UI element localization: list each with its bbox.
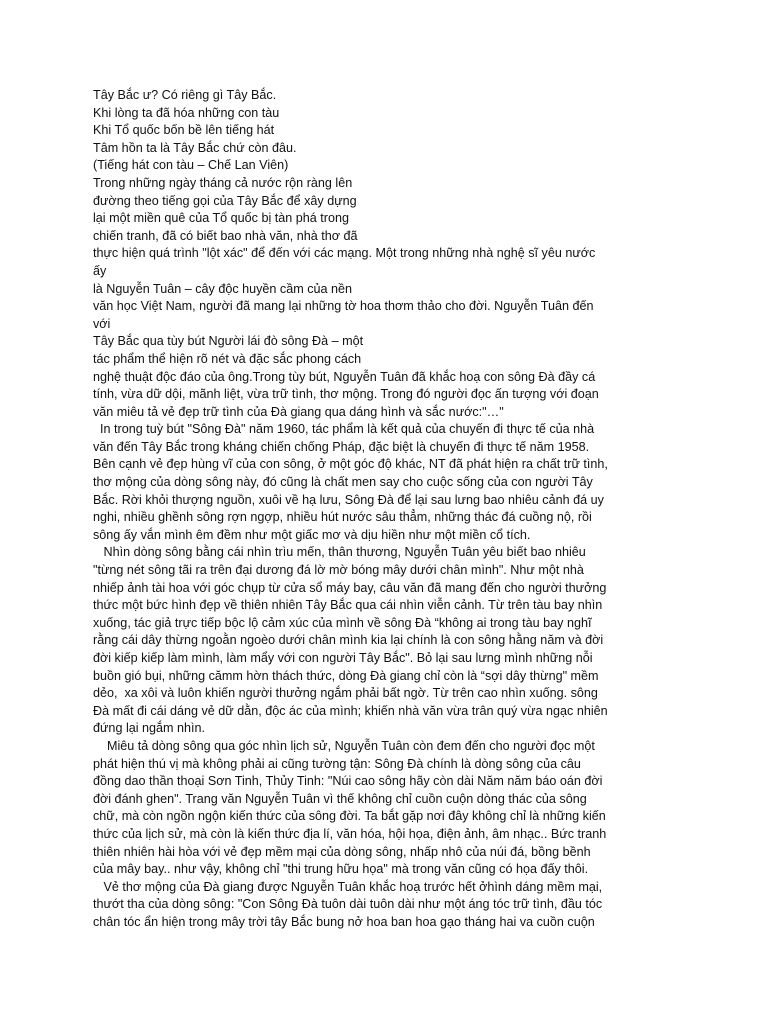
text-line: đồng dao thần thoại Sơn Tinh, Thủy Tinh: "Núi cao sông hãy còn dài Năm năm báo oán đời	[93, 774, 603, 789]
text-line: Vẻ thơ mộng của Đà giang được Nguyễn Tuân khắc hoạ trước hết ởhình dáng mềm mại,	[93, 879, 603, 894]
text-line: đời đánh ghen". Trang văn Nguyễn Tuân vì thế không chỉ cuồn cuộn dòng thác của sông	[93, 791, 587, 806]
text-line: chữ, mà còn ngồn ngộn kiến thức của sông đời. Ta bắt gặp nơi đây không chỉ là những kiến	[93, 809, 606, 824]
text-line: buồn gió bụi, những cămm hờn thách thức, dòng Đà giang chỉ còn là “sợi dây thừng" mềm	[93, 668, 599, 683]
text-line: Miêu tả dòng sông qua góc nhìn lịch sử, Nguyễn Tuân còn đem đến cho người đọc một	[93, 738, 595, 753]
text-line: thức của lịch sử, mà còn là kiến thức địa lí, văn hóa, hội họa, điện ảnh, âm nhạc.. Bức tranh	[93, 826, 607, 841]
text-line: xuống, tác giả trực tiếp bộc lộ cảm xúc của mình về sông Đà “không ai trong tàu bay nghĩ	[93, 615, 592, 630]
text-line: với	[93, 316, 111, 331]
text-line: thơ mộng của dòng sông này, đó cũng là chất men say cho cuộc sống của con người Tây	[93, 475, 593, 490]
text-line: đời kiếp kiếp làm mình, làm mẩy với con người Tây Bắc". Bỏ lại sau lưng mình những nỗi	[93, 651, 593, 665]
text-line: Bên cạnh vẻ đẹp hùng vĩ của con sông, ở một góc độ khác, NT đã phát hiện ra chất trữ tình,	[93, 457, 608, 472]
text-line: lại một miền quê của Tổ quốc bị tàn phá trong	[93, 211, 350, 226]
text-line: Nhìn dòng sông bằng cái nhìn trìu mến, thân thương, Nguyễn Tuân yêu biết bao nhiêu	[93, 545, 586, 560]
text-line: Đà mất đi cái dáng vẻ dữ dằn, độc ác của mình; khiến nhà văn vừa trân quý vừa ngạc nhiên	[93, 703, 608, 718]
text-line: thức một bức hình đẹp về thiên nhiên Tây Bắc qua cái nhìn viễn cảnh. Từ trên tàu bay nhìn	[93, 598, 603, 613]
text-line: (Tiếng hát con tàu – Chế Lan Viên)	[93, 158, 289, 173]
text-line: rằng cái dây thừng ngoằn ngoèo dưới chân mình kia lại chính là con sông hằng năm và đời	[93, 633, 604, 648]
text-line: sông ấy vắn mình êm đềm như một giấc mơ và dịu hiền như một miền cổ tích.	[93, 527, 531, 542]
text-line: Bắc. Rời khỏi thượng nguồn, xuôi về hạ lưu, Sông Đà để lại sau lưng bao nhiêu cảnh đá uy	[93, 492, 604, 507]
text-line: Trong những ngày tháng cả nước rộn ràng lên	[93, 175, 353, 190]
document-page	[93, 87, 673, 932]
text-line: nghi, nhiều ghềnh sông rợn ngợp, nhiều hút nước sâu thẳm, những thác đá cuồng nộ, rồi	[93, 510, 592, 525]
text-line: của mây bay.. như vậy, không chỉ "thi trung hữu họa" mà trong văn cũng có họa đấy thôi.	[93, 862, 589, 877]
text-line: phát hiện thú vị mà không phải ai cũng tường tận: Sông Đà chính là dòng sông của câu	[93, 756, 581, 771]
text-line: chân tóc ẩn hiện trong mây trời tây Bắc bung nở hoa ban hoa gạo tháng hai va cuồn cuộn	[93, 914, 595, 929]
text-line: dẻo, xa xôi và luôn khiến người thưởng ngắm phải bất ngờ. Từ trên cao nhìn xuống. sông	[93, 686, 598, 701]
text-line: chiến tranh, đã có biết bao nhà văn, nhà thơ đã	[93, 228, 358, 243]
text-line: Khi lòng ta đã hóa những con tàu	[93, 105, 280, 120]
text-line: thiên nhiên hài hòa với vẻ đẹp mềm mại của dòng sông, nhấp nhô của núi đá, bồng bềnh	[93, 844, 591, 859]
text-line: Tây Bắc qua tùy bút Người lái đò sông Đà – một	[93, 334, 364, 349]
text-line: Khi Tổ quốc bốn bề lên tiếng hát	[93, 123, 275, 138]
text-line: tính, vừa dữ dội, mãnh liệt, vừa trữ tình, thơ mộng. Trong đó người đọc ấn tượng với đoạn	[93, 387, 599, 402]
text-line: nhiếp ảnh tài hoa với góc chụp từ cửa sổ máy bay, câu văn đã mang đến cho người thưởng	[93, 580, 607, 595]
text-line: In trong tuỳ bút "Sông Đà" năm 1960, tác phẩm là kết quả của chuyến đi thực tế của nhà	[93, 422, 595, 437]
text-line: thực hiện quá trình "lột xác" để đến với các mạng. Một trong những nhà nghệ sĩ yêu nước	[93, 246, 596, 261]
text-line: thướt tha của dòng sông: "Con Sông Đà tuôn dài tuôn dài như một áng tóc trữ tình, đầu tóc	[93, 897, 603, 912]
text-line: tác phẩm thể hiện rõ nét và đặc sắc phong cách	[93, 351, 362, 366]
text-line: văn đến Tây Bắc trong kháng chiến chống Pháp, đặc biệt là chuyến đi thực tế năm 1958.	[93, 439, 590, 454]
text-line: đường theo tiếng gọi của Tây Bắc để xây dựng	[93, 193, 357, 208]
text-line: văn học Việt Nam, người đã mang lại những tờ hoa thơm thảo cho đời. Nguyễn Tuân đến	[93, 299, 594, 314]
text-line: Tây Bắc ư? Có riêng gì Tây Bắc.	[93, 88, 277, 102]
text-line: nghệ thuật độc đáo của ông.Trong tùy bút, Nguyễn Tuân đã khắc hoạ con sông Đà đầy cá	[93, 369, 596, 384]
text-line: đứng lại ngắm nhìn.	[93, 721, 206, 736]
text-line: Tâm hồn ta là Tây Bắc chứ còn đâu.	[93, 140, 297, 155]
text-line: là Nguyễn Tuân – cây độc huyền cầm của nền	[93, 281, 353, 296]
text-line: "từng nét sông tãi ra trên đại dương đá lờ mờ bóng mây dưới chân mình". Như một nhà	[93, 563, 584, 578]
text-line: ấy	[93, 263, 107, 278]
text-line: văn miêu tả vẻ đẹp trữ tình của Đà giang qua dáng hình và sắc nước:"…"	[93, 404, 504, 419]
